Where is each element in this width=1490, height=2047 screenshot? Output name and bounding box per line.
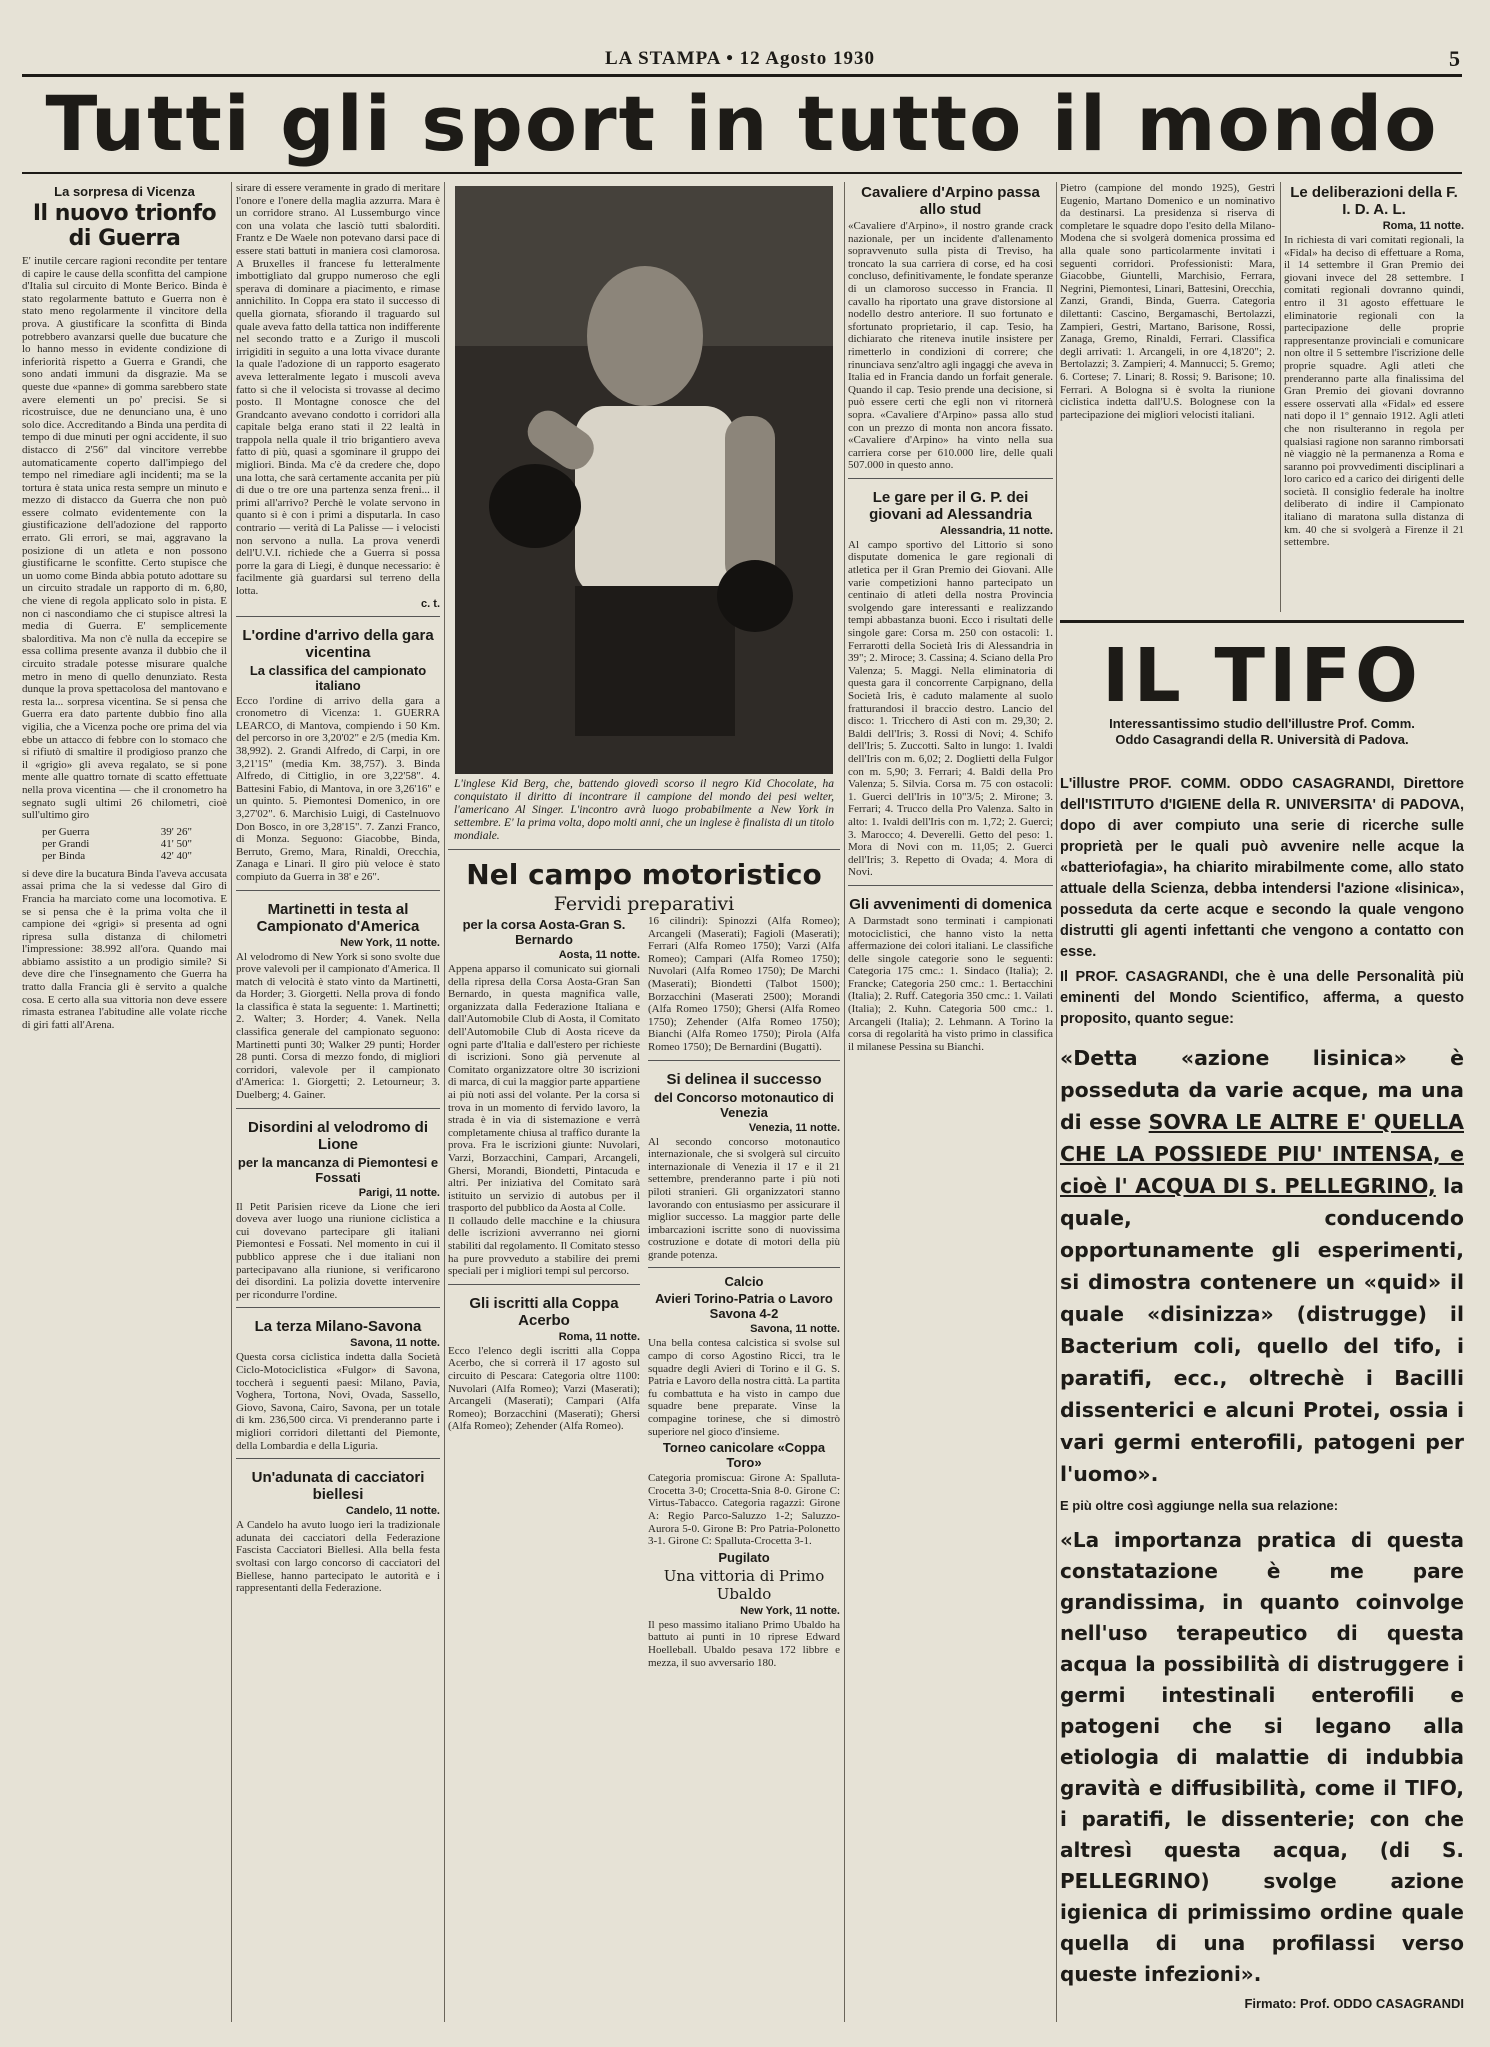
column-divider [231, 182, 232, 2022]
article-body: Pietro (campione del mondo 1925), Gestri Eugenio, Martano Domenico e un nominativo da destinarsi. La presidenza si riserva di completare le squadre dopo l'esito della Milano-Modena che si svolgerà domenica prossima ed alla quale sono particolarmente invitati i seguenti corridori. Professionisti: Mara, Giacobbe, Giuntelli, Marchisio, Ferrara, Negrini, Piemontesi, Linari, Battesini, Orecchia, Zanzi, Grandi, Binda, Guerra. Categoria dilettanti: Cascino, Bergamaschi, Bertolazzi, Zampieri, Gestri, Martano, Barisone, Rossi, Zanaga, Gremo, Rinaldi, Ferrari. Classifica degli arrivati: 1. Arcangeli, in ore 4,18'20"; 2. Bertolazzi; 3. Zampieri; 4. Mannucci; 5. Gremo; 6. Cortese; 7. Linari; 8. Rossi; 9. Barisone; 10. Ferrari. A Bologna si è svolta la riunione ciclistica indetta dall'U.S. Bolognese con la partecipazione dei migliori velocisti italiani. [1060, 182, 1275, 421]
entry-list: 16 cilindri): Spinozzi (Alfa Romeo); Arcangeli (Maserati); Fagioli (Maserati); Ferrari (Alfa Romeo 1750); Varzi (Alfa Romeo); Campari (Alfa Romeo 1750); Nuvolari (Alfa Romeo 1750); De Marchi (Maserati); Biondetti (Talbot 1500); Borzacchini (Maserati 2500); Morandi (Alfa Romeo 1750); Ghersi (Alfa Romeo 1750); Zehender (Alfa Romeo 1750); Bianchi (Alfa Romeo 1750); Pirola (Alfa Romeo 1750); De Bernardini (Bugatti). [648, 915, 840, 1053]
advert-signature: Firmato: Prof. ODDO CASAGRANDI [1244, 1996, 1464, 2011]
separator [236, 616, 440, 617]
article-body: Ecco l'ordine di arrivo della gara a cronometro di Vicenza: 1. GUERRA LEARCO, di Mantova, compiendo i 50 Km. del percorso in ore 3,20'02" e 2/5 (media Km. 38,992). 2. Grandi Alfredo, di Carpi, in ore 3,21'15" (media Km. 38,757). 3. Binda Alfredo, di Cittiglio, in ore 3,22'58". 4. Battesini Fabio, di Mantova, in ore 3,26'16" e un quinto. 5. Piemontesi Domenico, in ore 3,27'02". 6. Marchisio Luigi, di Castelnuovo Don Bosco, in ore 3,28'15". 7. Zanzi Franco, di Monza. Seguono: Giacobbe, Binda, Berruto, Gremo, Mara, Rinaldi, Orecchia, Zanaga e Linari. Il giro più veloce è stato compiuto da Guerra in 38' e 26". [236, 694, 440, 883]
section-subtitle: Fervidi preparativi [553, 893, 735, 915]
section-label: Calcio [724, 1274, 764, 1290]
article-body: Questa corsa ciclistica indetta dalla Società Ciclo-Motociclistica «Fulgor» di Savona, toccherà i seguenti paesi: Milano, Pavia, Voghera, Tortona, Novi, Ovada, Sassello, Giovo, Savona, Cairo, Savona, per un totale di km. 236,500 circa. Vi prenderanno parte i migliori corridori dilettanti del Piemonte, della Lombardia e della Liguria. [236, 1351, 440, 1452]
boxer-photo [455, 186, 833, 774]
column-divider [844, 182, 845, 2022]
article-title: Un'adunata di cacciatori biellesi [251, 1469, 425, 1504]
motor-subcolumns [448, 915, 840, 1669]
column-5 [1060, 182, 1275, 602]
article-title: La terza Milano-Savona [254, 1318, 422, 1336]
article-title: Torneo canicolare «Coppa Toro» [662, 1440, 826, 1471]
photo-caption: L'inglese Kid Berg, che, battendo giovedì scorso il negro Kid Chocolate, ha conquistato il diritto di incontrare il campione del mondo dei pesi welter, l'americano Al Singer. L'incontro avrà luogo probabilmente a New York in settembre. E' la prima volta, dopo molti anni, che un inglese è finalista di un titolo mondiale. [454, 778, 834, 842]
motor-right-column [648, 915, 840, 1669]
masthead [0, 0, 1490, 72]
article-body: A Darmstadt sono terminati i campionati motociclistici, che hanno visto la netta affermazione dei colori italiani. Le classifiche delle singole categorie sono le seguenti: Categoria 175 cmc.: 1. Sindaco (Italia); 2. Francke; Categoria 250 cmc.: 1. Bertacchini (Italia); 2. Ruff. Categoria 350 cmc.: 1. Vailati (Italia); 2. Kuhn. Categoria 500 cmc.: 1. Arcangeli (Italia); 2. Lehmann. A Torino la corsa di regolarità ha visto primo in classifica il milanese Pessina su Bianchi. [848, 914, 1053, 1053]
article-title: Disordini al velodromo di Lione [247, 1118, 429, 1153]
separator [648, 1060, 840, 1061]
dateline: Candelo, 11 notte. [345, 1505, 440, 1518]
article-title: Gli avvenimenti di domenica [849, 895, 1052, 913]
article-body: sirare di essere veramente in grado di meritare l'onore e l'onere della maglia azzurra. Mara è un corridore strano. Al Lussemburgo vince con una volata che lasciò tutti sbalorditi. Frantz e De Waele non potevano darsi pace di essere stati battuti in maniera così clamorosa. A Bruxelles il francese fu letteralmente imbottigliato dal gruppo numeroso che egli sperava di dominare a piacimento, e rimase annichilito. In Coppa era stato il successo di quella giornata, sfiorando il traguardo sul quale aveva fatto della tattica non indifferente nel secondo tratto e a Zurigo il muscoli irrigiditi in seguito a una lotta vivace durante la quale l'adozione di un rapporto esagerato aveva letteralmente legato i muscoli aveva fatto sì che il velocista si trovasse al decimo posto. Il Montagne conosce che del Grandcanto avevano condotto i corridori alla capitale belga erano stati il 22 lealtà in trappola nella quale il trio brigantiero aveva fatto di più, quasi a sgominare il gruppo dei migliori. Binda. Ma c'è da credere che, dopo una lotta, che sarà certamente accanita per più di due o tre ore una partenza senza freni... il primi all'arrivo? Perchè le volate servono in quanto si è con i primi a disputarla. In caso contrario — verità di La Palisse — i velocisti non servono a nulla. La prova venerdì dell'U.V.I. richiede che a Guerra si possa porre la gara di Liegi, è dunque necessario: è facilmente già guardarsi sul terreno della lotta. [236, 182, 440, 597]
separator [236, 1307, 440, 1308]
quote-part: la quale, conducendo opportunamente gli esperimenti, si dimostra contenere un «quid» il quale «disinizza» (distrugge) il Bacterium coli, quello del tifo, i paratifi, ecc., oltrechè i Bacilli dissenterici e alcuni Protei, ossia i vari germi enterofili, patogeni per l'uomo». [1060, 1174, 1464, 1486]
article-kicker: La sorpresa di Vicenza [54, 184, 195, 199]
motor-left-column [448, 915, 640, 1669]
dateline: Alessandria, 11 notte. [939, 524, 1053, 537]
top-rule [22, 74, 1462, 77]
section-title: Nel campo motoristico [466, 858, 822, 891]
advert-top-rule [1060, 620, 1464, 623]
advert-quote: «La importanza pratica di questa constatazione è me pare grandissima, in quanto coinvolge nell'uso terapeutico di questa acqua la possibilità di distruggere i germi intestinali enterofili e patogeni che si legano alla etiologia di malattie di indubbia gravità e diffusibilità, come il TIFO, i paratifi, le dissenterie; con che altresì questa acqua, (di S. PELLEGRINO) svolge azione igienica di primissimo ordine quale quella di una profilassi verso queste infezioni». [1060, 1528, 1464, 1986]
column-divider [1280, 182, 1281, 612]
article-title: Cavaliere d'Arpino passa allo stud [861, 184, 1040, 218]
separator [848, 478, 1053, 479]
article-subtitle: per la mancanza di Piemontesi e Fossati [237, 1154, 439, 1185]
article-title: Il nuovo trionfo di Guerra [32, 201, 217, 251]
advert-intro: Il PROF. CASAGRANDI, che è una delle Personalità più eminenti del Mondo Scientifico, afferma, a questo proposito, quanto segue: [1060, 969, 1464, 1027]
article-subtitle: La classifica del campionato italiano [249, 662, 427, 693]
split-row: per Guerra 39' 26" [42, 825, 192, 838]
separator [236, 890, 440, 891]
article-body: Il peso massimo italiano Primo Ubaldo ha battuto ai punti in 10 riprese Edward Hoelleball. Ubaldo pesava 172 libbre e mezza, il suo avversario 180. [648, 1618, 840, 1669]
advert-title: IL TIFO [1102, 636, 1422, 719]
advert-intro: L'illustre PROF. COMM. ODDO CASAGRANDI, Direttore dell'ISTITUTO d'IGIENE della R. UNIVERSITA' di PADOVA, dopo di aver compiuto una serie di ricerche sulle proprietà per le quali può avvenire nelle acque la «batteriofagia», ha chiarito mirabilmente come, allo stato attuale della Scienza, debba intendersi l'azione «lisinica», posseduta da certe acque e secondo la quale vengono distrutti gli agenti infettanti che vengono a contatto con esse. [1060, 776, 1464, 960]
dateline: Savona, 11 notte. [750, 1323, 840, 1336]
article-title: Le gare per il G. P. dei giovani ad Alessandria [869, 488, 1032, 523]
article-body: Ecco l'elenco degli iscritti alla Coppa Acerbo, che si correrà il 17 agosto sul circuito di Pescara: Categoria oltre 1100: Nuvolari (Alfa Romeo); Varzi (Maserati); Arcangeli (Maserati); Campari (Alfa Romeo); Borzacchini (Maserati); Ghersi (Alfa Romeo); Zehender (Alfa Romeo). [448, 1344, 640, 1433]
article-body: Una bella contesa calcistica si svolse sul campo di corso Agostino Ricci, tra le squadre degli Avieri di Torino e il G. S. Patria e Lavoro della nostra città. La partita fu combattuta e ha visto in campo due squadre bene preparate. Vinse la compagine torinese, che si dimostrò superiore nel gioco d'insieme. [648, 1337, 840, 1438]
separator [448, 849, 840, 850]
advert-subtitle: Oddo Casagrandi della R. Università di Padova. [1115, 732, 1409, 747]
dateline: Venezia, 11 notte. [748, 1121, 840, 1134]
column-2 [236, 182, 440, 2022]
dateline: Roma, 11 notte. [1382, 220, 1464, 232]
separator [648, 1267, 840, 1268]
tifo-advert [1060, 636, 1464, 2026]
article-title: per la corsa Aosta-Gran S. Bernardo [462, 917, 626, 947]
article-title: L'ordine d'arrivo della gara vicentina [242, 626, 434, 661]
column-3 [448, 182, 840, 2022]
article-title: Gli iscritti alla Coppa Acerbo [469, 1294, 619, 1329]
article-body: Al velodromo di New York si sono svolte due prove valevoli per il campionato d'America. Il match di velocità è stato vinto da Martinetti, da Horder; 3. Giorgetti. Nella prova di fondo la classifica è stata la seguente: 1. Martinetti; 2. Walter; 3. Horder; 4. Vanek. Nella classifica generale del campionato seguono: Martinetti punti 30; Walker 29 punti; Horder 28 punti. Corsa di mezzo fondo, di migliori corridori, valevole per il campionato d'America: 1. Giorgetti; 2. Letourneur; 3. Duelberg; 4. Gainer. [236, 950, 440, 1102]
quote-part: «Detta «azione lisinica» è posseduta da varie acque, ma una di esse [1060, 1046, 1464, 1134]
article-subtitle: del Concorso motonautico di Venezia [654, 1089, 834, 1120]
article-guerra [22, 182, 227, 2022]
section-label: Pugilato [718, 1549, 770, 1565]
advert-quote [1060, 1042, 1464, 1490]
column-divider [1056, 182, 1057, 2022]
quote-emphasis: SOVRA LE ALTRE E' QUELLA CHE LA POSSIEDE PIU' INTENSA, e cioè l' ACQUA DI S. PELLEGRINO, [1060, 1110, 1464, 1198]
article-body: Al secondo concorso motonautico internazionale, che si svolgerà sul circuito internazionale di Venezia il 17 e il 21 settembre, prenderanno parte i più noti piloti stranieri. Gli organizzatori stanno lavorando con entusiasmo per assicurare il miglior successo. La maggior parte delle imbarcazioni iscritte sono di nuovissima costruzione e dotate di motori della più grande potenza. [648, 1135, 840, 1261]
article-body: Al campo sportivo del Littorio si sono disputate domenica le gare regionali di atletica per il Gran Premio dei Giovani. Alle varie competizioni hanno partecipato un centinaio di atleti della nostra Provincia svolgendo gare interessanti e realizzando tempi abbastanza buoni. Ecco i risultati delle singole gare: Corsa m. 250 con ostacoli: 1. Ferrarotti della Società Iris di Alessandria in 39"; 2. Miroce; 3. Cassina; 4. Sciano della Pro Valenza; 5. Maggi. Nella eliminatoria di questa gara il concorrente Carpignano, della Società Iris, è caduto malamente al suolo fratturandosi il braccio destro. Lancio del disco: 1. Tricchero di Asti con m. 29,30; 2. Baldi dell'Iris; 3. Rossi di Novi; 4. Schifo dell'Iris; 5. Zuccotti. Salto in lungo: 1. Ivaldi dell'Iris con m. 6,02; 2. Doglietti della Fulgor con m. 5,90; 3. Ferrari; 4. Baldi della Pro Valenza; 5. Silvia. Corsa m. 75 con ostacoli: 1. Guerci dell'Iris in 10"3/5; 2. Mirone; 3. Ferrari; 4. Trucco della Pro Valenza. Salto in alto: 1. Ivaldi dell'Iris con m. 1,72; 2. Guerci; 3. Marocco; 4. Deverelli. Getto del peso: 1. Mora di Novi con m. 11,05; 2. Guerci dell'Iris; 3. Repetto di Ovada; 4. Mora di Novi. [848, 538, 1053, 879]
article-body: Il Petit Parisien riceve da Lione che ieri doveva aver luogo una riunione ciclistica a cui dovevano partecipare gli italiani Piemontesi e Fossati. Nel momento in cui il pubblico apprese che i due italiani non partecipavano alla riunione, si verificarono dei disordini. La polizia dovette intervenire per ricondurre l'ordine. [236, 1200, 440, 1301]
article-body: Il collaudo delle macchine e la chiusura delle iscrizioni avverranno nei giorni stabiliti dal regolamento. Il Comitato stesso ha pure provveduto a stabilire dei premi speciali per i migliori tempi sul percorso. [448, 1214, 640, 1278]
column-4 [848, 182, 1053, 2022]
split-times-table [42, 826, 227, 862]
advert-subtitle: Interessantissimo studio dell'illustre Prof. Comm. [1109, 716, 1415, 731]
article-body: «Cavaliere d'Arpino», il nostro grande crack nazionale, per un incidente d'allenamento sopravvenuto sulla pista di Treviso, ha troncato la sua carriera di corse, ed ha così concluso, definitivamente, le fondate speranze di un clamoroso successo in Francia. Il cavallo ha riportato una grave distorsione al nodello destro anteriore. Il suo fortunato e sfortunato proprietario, il cap. Tesio, ha dichiarato che riteneva inutile insistere per rimetterlo in condizioni di correre; che rinunciava senz'altro agli ingaggi che aveva in Italia ed in Francia dando un forfait generale. Quando il cap. Tesio prende una decisione, si può essere certi che egli non vi ritornerà sopra. «Cavaliere d'Arpino» passa allo stud con un prezzo di monta non ancora fissato. «Cavaliere d'Arpino» ha vinto nella sua carriera corse per 610.000 lire, delle quali 507.000 in questo anno. [848, 220, 1053, 472]
separator [236, 1108, 440, 1109]
dateline: New York, 11 notte. [340, 936, 440, 949]
page-number: 5 [1449, 46, 1460, 71]
article-title: Una vittoria di Primo Ubaldo [663, 1566, 825, 1603]
article-title: Avieri Torino-Patria o Lavoro Savona 4-2 [655, 1291, 833, 1322]
dateline: Parigi, 11 notte. [358, 1186, 440, 1199]
separator [848, 885, 1053, 886]
article-body: Categoria promiscua: Girone A: Spalluta-Crocetta 3-0; Crocetta-Snia 8-0. Girone C: Virtus-Tabacco. Categoria ragazzi: Girone A: Regio Parco-Saluzzo 1-2; Saluzzo-Aurora 5-0. Girone B: Pro Patria-Polonetto 3-1. Girone C: Spalluta-Crocetta 3-1. [648, 1472, 840, 1548]
advert-connector: E più oltre così aggiunge nella sua relazione: [1060, 1498, 1339, 1513]
article-title: Martinetti in testa al Campionato d'America [256, 900, 420, 935]
article-signature: c. t. [421, 597, 440, 610]
article-body-continued: si deve dire la bucatura Binda l'aveva accusata assai prima che la si vedesse dal Giro di Francia ha marciato come una locomotiva. E se si pensa che è la prima volta che il campione dei «grigi» si presenta ad ogni ripresa sulla distanza di chilometri l'impressione: 38.992 all'ora. Quando mai abbiamo assistito a un prodigio simile? Si deve dire che l'insegnamento che Guerra ha tratto dalla Francia gli è servito a qualche cosa. E certo alla sua vittoria non deve essere rimasta estranea l'abitudine alle volate ricche di giri fatti all'Arena. [22, 867, 227, 1031]
separator [236, 1458, 440, 1459]
masthead-title: LA STAMPA • 12 Agosto 1930 [605, 48, 875, 69]
article-title: Si delinea il successo [666, 1070, 822, 1088]
article-title: Le deliberazioni della F. I. D. A. L. [1290, 184, 1458, 218]
dateline: Roma, 11 notte. [558, 1330, 640, 1343]
dateline: Aosta, 11 notte. [558, 949, 640, 961]
article-body: E' inutile cercare ragioni recondite per tentare di capire le cause della sconfitta del campione d'Italia sul circuito di Monte Berico. Binda è stato regolarmente battuto e Guerra non è stato meno regolarmente il vincitore della prova. A giustificare la sconfitta di Binda potrebbero avanzarsi quelle due bucature che lo hanno messo in evidente condizione di inferiorità rispetto a Guerra e Grandi, che sono andati immuni da disgrazie. Ma se queste due «panne» di gomma sarebbero state avere elementi un po' precisi. Se si ricostruisce, due ne denunciano una, è uno solo dice. Accreditando a Binda una perdita di tempo di due minuti per ogni accidente, il suo distacco di 2'56" dal vincitore verrebbe automaticamente coperto dall'impiego del tempo nel rimediare agli incidenti; ma se la tortura è stata unica resta sempre un minuto e mezzo di distacco da Guerra che non può essere colmato evidentemente con la giustificazione dell'adozione del rapporto errato. Gli errori, se mai, aggravano la posizione di un atleta e non possono giustificarne le sconfitte. Certo stupisce che un uomo come Binda abbia potuto adottare su un circuito stradale un rapporto di m. 6,80, che viene di regola applicato solo in pista. E non ci nascondiamo che ci stupisce altresì la media di Guerra. E' semplicemente sbalorditiva. Ma non c'è nulla da eccepire se essa collima presente avanza il dubbio che il circuito stradale potesse misurare qualche metro in meno di quello denunziato. Resta dunque la prova spettacolosa del mantovano e resta la... sorpresa vicentina. Se si pensa che Guerra era dato partente dubbio fino alla vigilia, che a Vicenza poche ore prima del via ebbe un attacco di febbre con lo stomaco che si rifiutò di smaltire il prodigioso pranzo che il «grigio» gli aveva regalato, se si pone mente alle quattro tornate di scatto effettuate nella prova vicentina — che il cronometro ha segnato sugli ultimi 26 chilometri, cioè sull'ultimo giro [22, 255, 227, 822]
dateline: New York, 11 notte. [740, 1604, 840, 1617]
article-body: Appena apparso il comunicato sui giornali della ripresa della Corsa Aosta-Gran San Bernardo, in questa magnifica valle, organizzata dalla Federazione Italiana e dall'Automobile Club di Aosta, il Comitato dell'Automobile Club di Aosta riceve da ogni parte d'Italia e dall'estero per richieste di iscrizioni. Sono già pervenute al Comitato organizzatore oltre 30 iscrizioni di marca, di cui la maggior parte appartiene ai più noti assi del volante. Per la corsa si trova in un momento di fervido lavoro, la strada è in via di sistemazione e verrà completamente chiusa al traffico durante la prova. Fra le iscrizioni giunte: Nuvolari, Varzi, Borzacchini, Campari, Arcangeli, Ghersi, Morandi, Biondetti, Pintacuda e altri. Per iniziativa del Comitato sarà istituito un servizio di autobus per il trasporto del pubblico da Aosta al Colle. [448, 963, 640, 1215]
separator [448, 1284, 640, 1285]
column-divider [444, 182, 445, 2022]
page-headline: Tutti gli sport in tutto il mondo [45, 79, 1439, 168]
article-body: In richiesta di vari comitati regionali, la «Fidal» ha deciso di effettuare a Roma, il 14 settembre il Gran Premio dei giovani invece del 28 settembre. I comitati regionali dovranno quindi, entro il 31 agosto effettuare le eliminatorie regionali con la partecipazione delle proprie rappresentanze provinciali e comunicare non oltre il 5 settembre l'iscrizione delle proprie squadre. Agli atleti che prenderanno parte alla finalissima del Gran Premio dei giovani dovranno essere osservati alla «Fidal» ed essere nati dopo il 1º gennaio 1912. Agli atleti che non risulteranno in regola per qualsiasi ragione non saranno rimborsati nè viaggio nè la permanenza a Roma e saranno poi provvedimenti disciplinari a loro carico ed a carico dei dirigenti delle società. Il consiglio federale ha inoltre deliberato di indire il Campionato italiano di maratona sulla distanza di km. 40 che si svolgerà a Firenze il 21 settembre. [1284, 234, 1464, 549]
split-row: per Binda 42' 40" [42, 849, 192, 862]
column-6 [1284, 182, 1464, 602]
article-body: A Candelo ha avuto luogo ieri la tradizionale adunata dei cacciatori della Federazione Fascista Cacciatori Biellesi. Alla bella festa svoltasi con largo concorso di cacciatori del Biellese, hanno partecipato le autorità e i rappresentanti della Federazione. [236, 1519, 440, 1595]
boxer-illustration [455, 186, 833, 774]
headline-rule [22, 172, 1462, 174]
dateline: Savona, 11 notte. [350, 1337, 440, 1350]
split-row: per Grandi 41' 50" [42, 837, 192, 850]
